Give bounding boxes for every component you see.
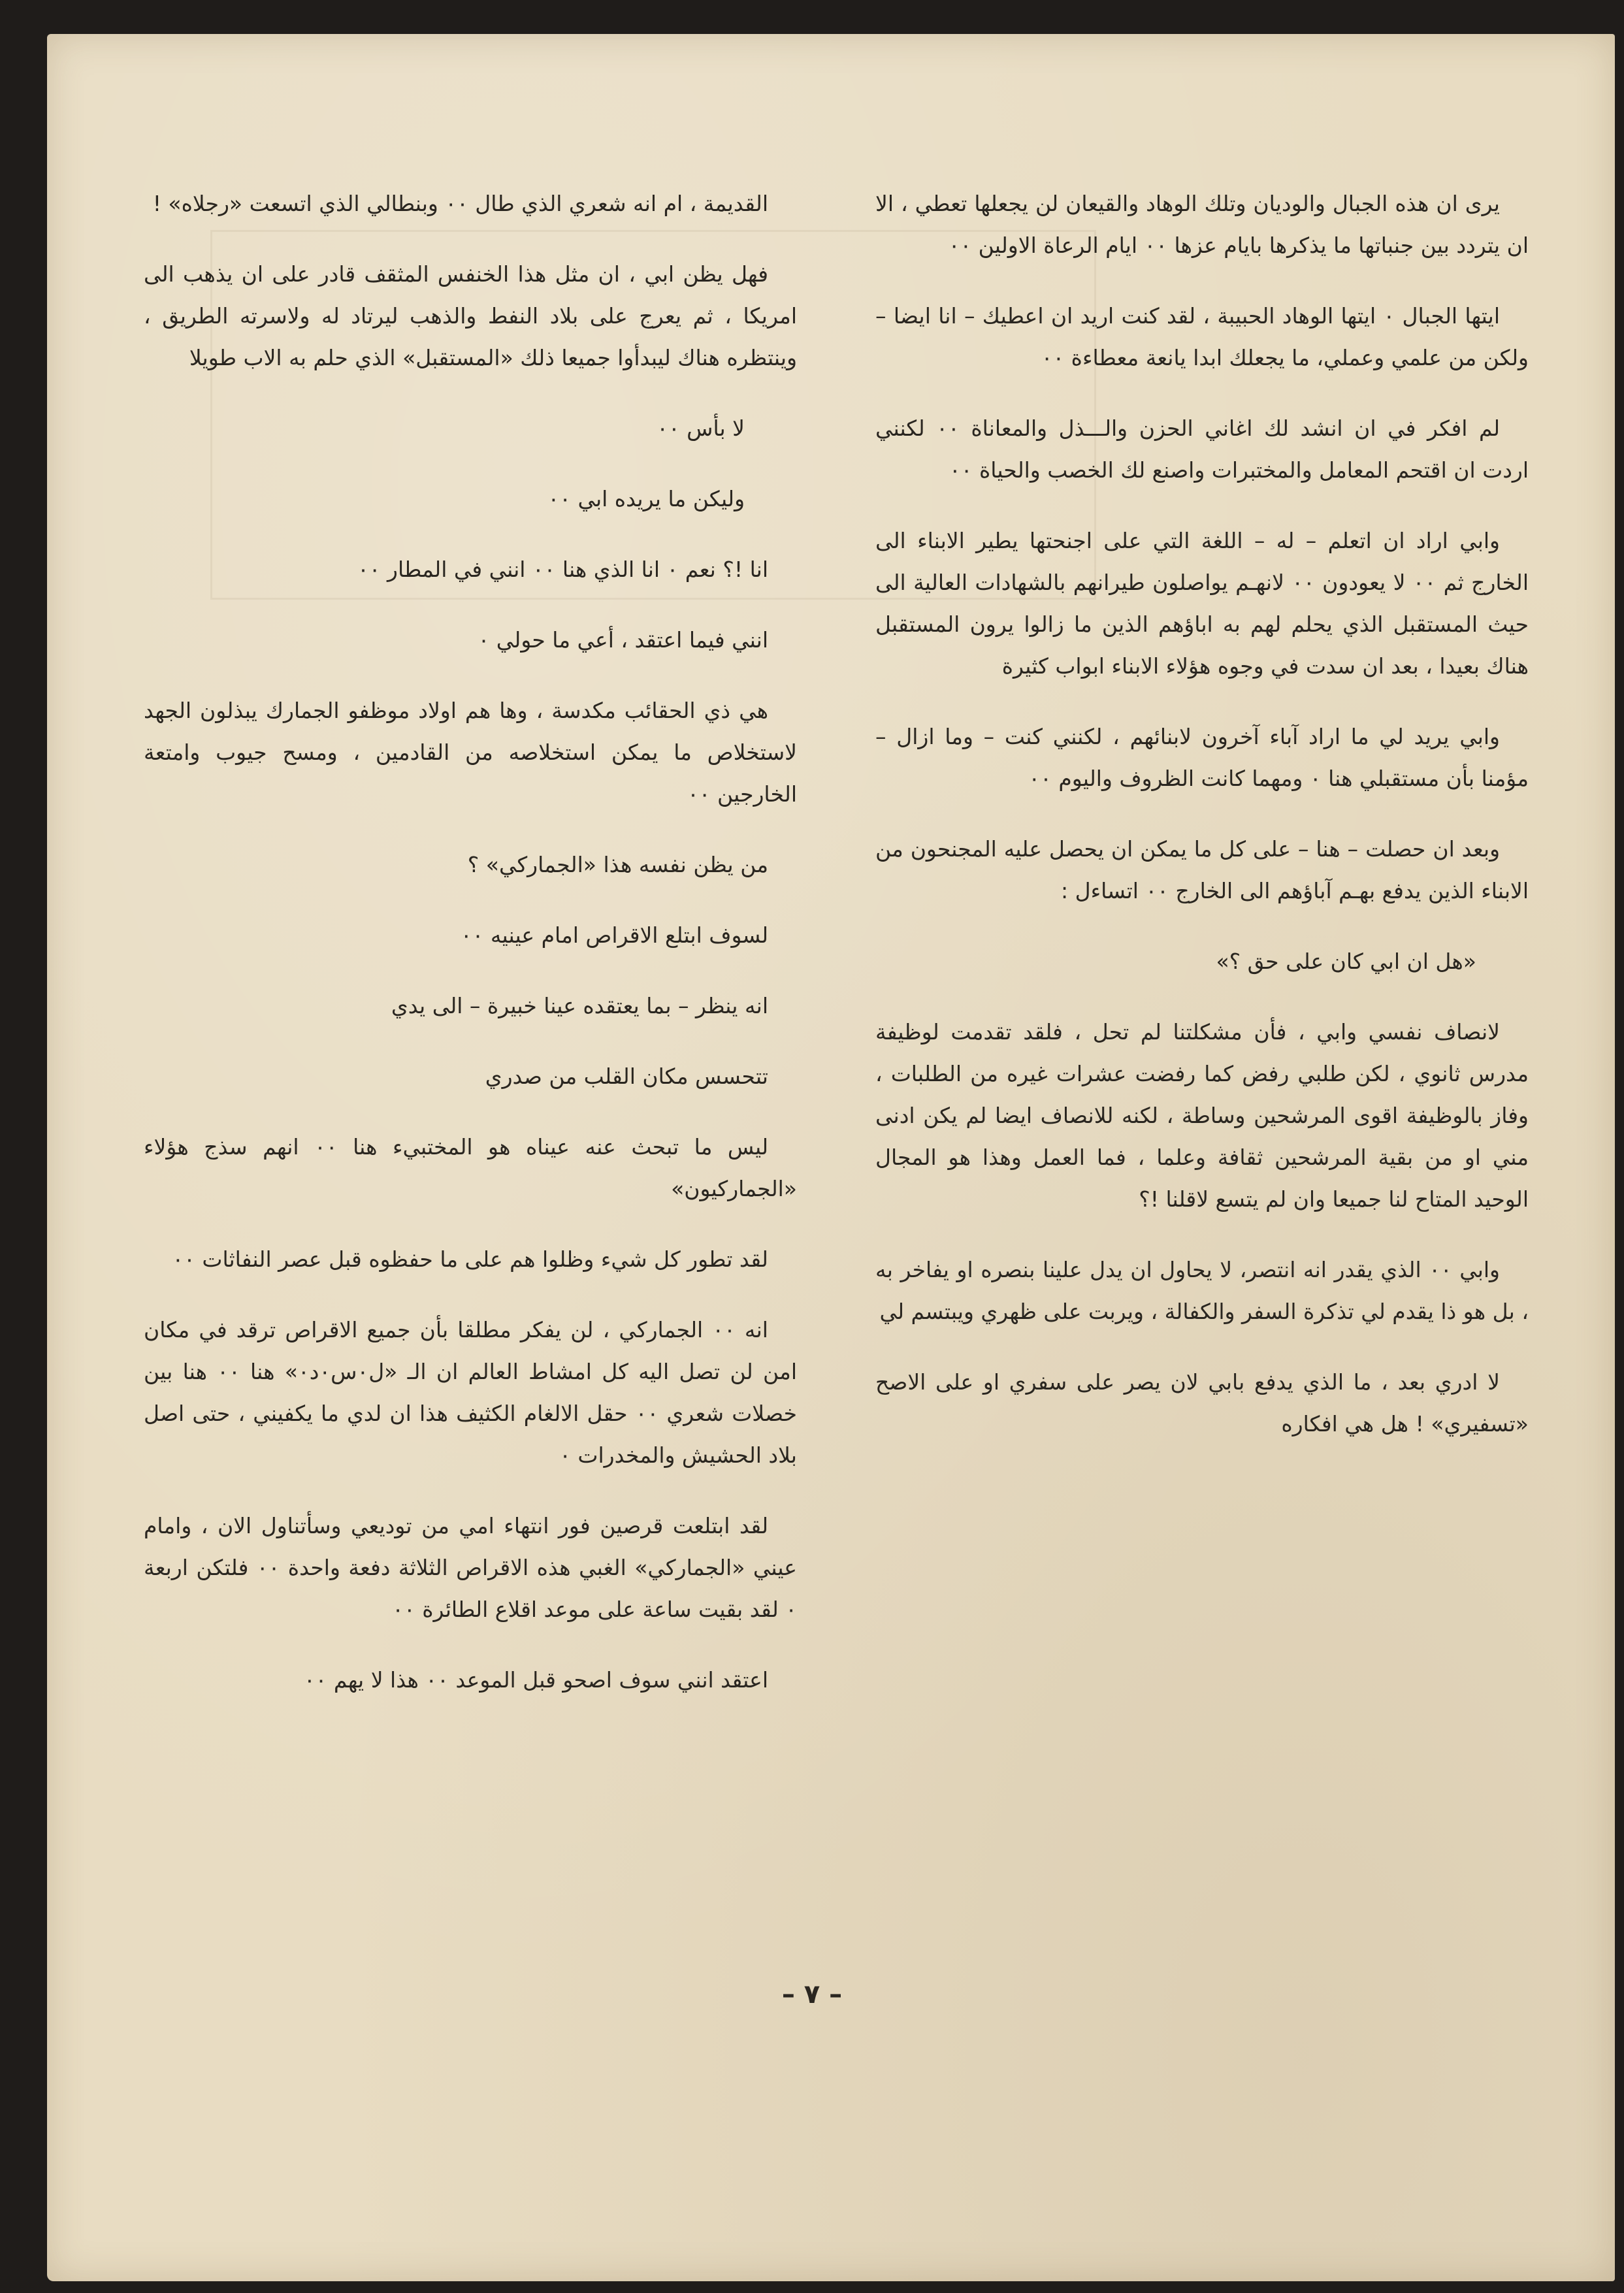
paragraph: «هل ان ابي كان على حق ؟» — [1216, 949, 1476, 974]
left-text-column — [144, 183, 797, 1730]
paragraph: القديمة ، ام انه شعري الذي طال ٠٠ وبنطالي الذي اتسعت «رجلاه» ! — [152, 191, 768, 216]
paragraph: لسوف ابتلع الاقراص امام عينيه ٠٠ — [460, 922, 768, 948]
paragraph: وليكن ما يريده ابي ٠٠ — [547, 486, 745, 512]
paragraph: وابي ٠٠ الذي يقدر انه انتصر، لا يحاول ان يدل علينا بنصره او يفاخر به ، بل هو ذا يقدم لي تذكرة السفر والكفالة ، ويربت على ظهري ويبتسم لي — [875, 1257, 1529, 1324]
paragraph: لا ادري بعد ، ما الذي يدفع بابي لان يصر على سفري او على الاصح «تسفيري» ! هل هي افكاره — [875, 1369, 1529, 1437]
paragraph: يرى ان هذه الجبال والوديان وتلك الوهاد والقيعان لن يجعلها تعطي ، الا ان يتردد بين جنباتها ما يذكرها بايام عزها ٠٠ ايام الرعاة الاولين ٠٠ — [875, 191, 1529, 258]
paragraph: انا !؟ نعم ٠ انا الذي هنا ٠٠ انني في المطار ٠٠ — [357, 557, 768, 582]
paragraph: وابي يريد لي ما اراد آباء آخرون لابنائهم ، لكنني كنت – وما ازال – مؤمنا بأن مستقبلي هنا ٠ ومهما كانت الظروف واليوم ٠٠ — [875, 724, 1529, 791]
paragraph: انني فيما اعتقد ، أعي ما حولي ٠ — [478, 627, 768, 653]
paragraph: انه ٠٠ الجماركي ، لن يفكر مطلقا بأن جميع الاقراص ترقد في مكان امن لن تصل اليه كل امشاط العالم ان الـ «ل٠س٠د٠» هنا ٠٠ هنا بين خصلات شعري ٠٠ حقل الالغام الكثيف هذا ان لدي ما يكفيني ، حتى اصل بلاد الحشيش والمخدرات ٠ — [144, 1317, 797, 1468]
paragraph: لا بأس ٠٠ — [657, 415, 745, 441]
paragraph: من يظن نفسه هذا «الجماركي» ؟ — [467, 852, 768, 877]
right-text-column — [875, 183, 1529, 1474]
paragraph: لم افكر في ان انشد لك اغاني الحزن والـــذل والمعاناة ٠٠ لكنني اردت ان اقتحم المعامل والمختبرات واصنع لك الخصب والحياة ٠٠ — [875, 415, 1529, 483]
page-number: – ٧ – — [781, 1979, 843, 2009]
paragraph: لقد تطور كل شيء وظلوا هم على ما حفظوه قبل عصر النفاثات ٠٠ — [172, 1246, 768, 1272]
paragraph: فهل يظن ابي ، ان مثل هذا الخنفس المثقف قادر على ان يذهب الى امريكا ، ثم يعرج على بلاد النفط والذهب ليرتاد له ولاسرته الطريق ، وينتظره هناك ليبدأوا جميعا ذلك «المستقبل» الذي حلم به الاب طويلا — [144, 261, 797, 370]
paragraph: تتحسس مكان القلب من صدري — [485, 1064, 768, 1089]
paragraph: انه ينظر – بما يعتقده عينا خبيرة – الى يدي — [391, 993, 768, 1018]
paragraph: اعتقد انني سوف اصحو قبل الموعد ٠٠ هذا لا يهم ٠٠ — [303, 1667, 768, 1693]
paragraph: لقد ابتلعت قرصين فور انتهاء امي من توديعي وسأتناول الان ، وامام عيني «الجماركي» الغبي هذه الاقراص الثلاثة دفعة واحدة ٠٠ فلتكن اربعة ٠ لقد بقيت ساعة على موعد اقلاع الطائرة ٠٠ — [144, 1513, 797, 1622]
paragraph: ايتها الجبال ٠ ايتها الوهاد الحبيبة ، لقد كنت اريد ان اعطيك – انا ايضا – ولكن من علمي وعملي، ما يجعلك ابدا يانعة معطاءة ٠٠ — [875, 303, 1529, 370]
paragraph: وبعد ان حصلت – هنا – على كل ما يمكن ان يحصل عليه المجنحون من الابناء الذين يدفع بهـم آباؤهم الى الخارج ٠٠ اتساءل : — [875, 836, 1529, 903]
paragraph: ليس ما تبحث عنه عيناه هو المختبيء هنا ٠٠ انهم سذج هؤلاء «الجماركيون» — [144, 1134, 797, 1201]
paragraph: هي ذي الحقائب مكدسة ، وها هم اولاد موظفو الجمارك يبذلون الجهد لاستخلاص ما يمكن استخلاصه من القادمين ، ومسح جيوب وامتعة الخارجين ٠٠ — [144, 698, 797, 807]
paragraph: وابي اراد ان اتعلم – له – اللغة التي على اجنحتها يطير الابناء الى الخارج ثم ٠٠ لا يعودون ٠٠ لانهـم يواصلون طيرانهم بالشهادات العالية الى حيث المستقبل الذي يحلم لهم به اباؤهم الذين ما زالوا يرون المستقبل هناك بعيدا ، بعد ان سدت في وجوه هؤلاء الابناء ابواب كثيرة — [875, 528, 1529, 679]
paragraph: لانصاف نفسي وابي ، فأن مشكلتنا لم تحل ، فلقد تقدمت لوظيفة مدرس ثانوي ، لكن طلبي رفض كما رفضت عشرات غيره من الطلبات ، وفاز بالوظيفة اقوى المرشحين وساطة ، لكنه للانصاف ايضا لم يكن ادنى مني او من بقية المرشحين ثقافة وعلما ، فما العمل وهذا هو المجال الوحيد المتاح لنا جميعا وان لم يتسع لاقلنا !؟ — [875, 1019, 1529, 1212]
